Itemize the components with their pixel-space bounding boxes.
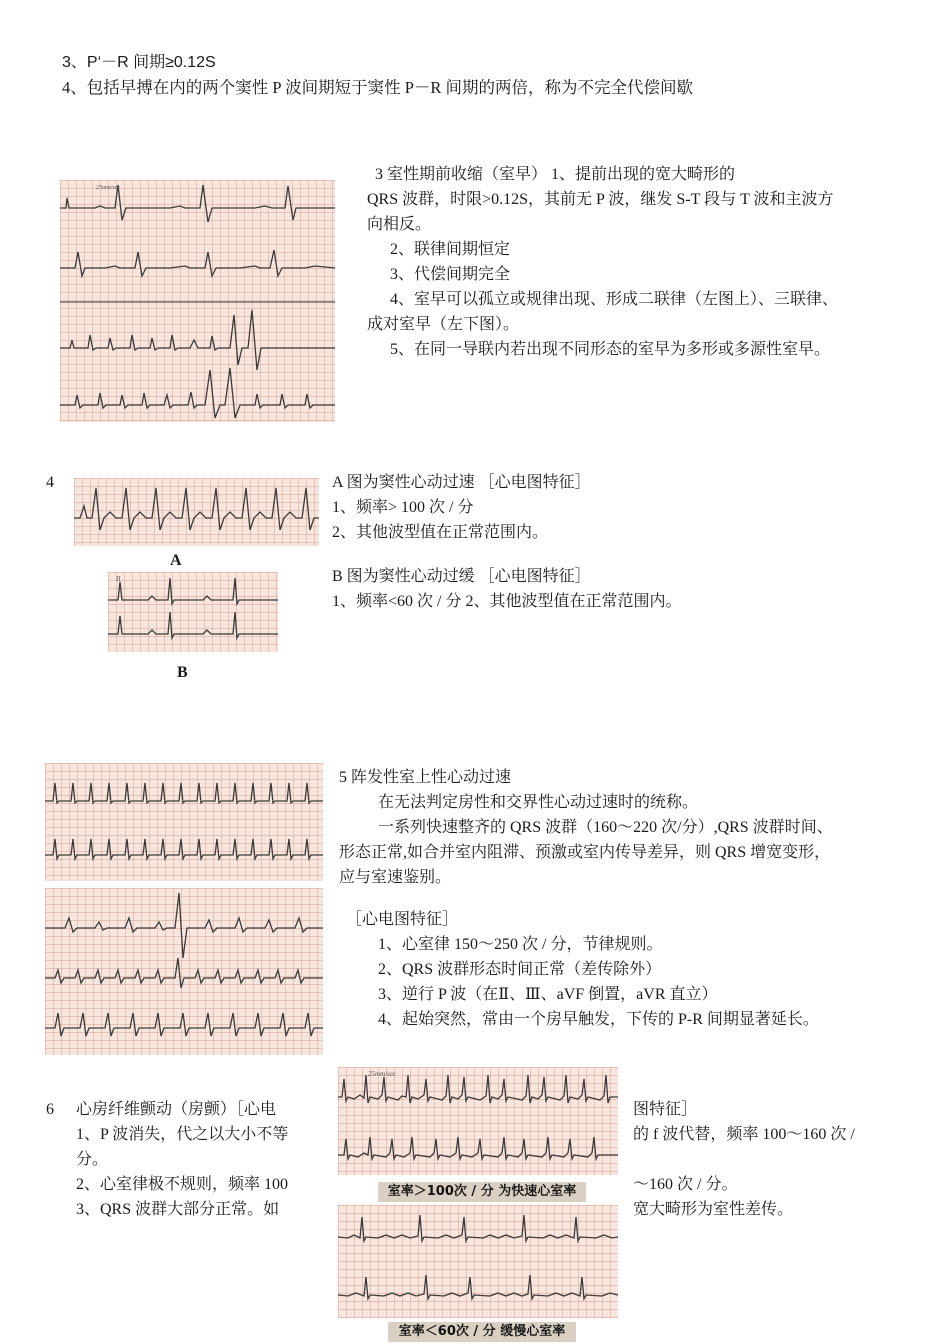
psvt-feature-4: 4、起始突然，常由一个房早触发，下传的 P-R 间期显著延长。 [378, 1011, 819, 1028]
ecg-afib-slow [338, 1205, 618, 1318]
psvt-title: 5 阵发性室上性心动过速 [339, 769, 512, 786]
ecg-psvt-2 [45, 888, 323, 1055]
afib-fast-caption: 室率＞100次 / 分 为快速心室率 [378, 1182, 586, 1202]
fig-label-a: A [170, 552, 182, 569]
afib-line-4-right: ～160 次 / 分。 [633, 1176, 738, 1193]
ecg-sinus-brady [108, 572, 278, 652]
pvc-item-3: 3、代偿间期完全 [390, 266, 511, 283]
sinus-tachy-item-1: 1、频率> 100 次 / 分 [332, 499, 474, 516]
fig-label-b: B [177, 664, 188, 681]
svg-text:25mm/sec: 25mm/sec [368, 1070, 396, 1078]
sinus-brady-title: B 图为窦性心动过缓 ［心电图特征］ [332, 568, 591, 585]
psvt-feature-heading: ［心电图特征］ [346, 911, 459, 928]
pvc-item-4b: 成对室早（左下图）。 [367, 316, 520, 333]
ecg-pvc-figure [60, 180, 335, 422]
afib-line-2-right: 的 f 波代替，频率 100～160 次 / [633, 1126, 855, 1143]
ecg-speed-label: 25mm/sec [96, 185, 120, 191]
afib-line-3-left: 分。 [76, 1151, 109, 1168]
pvc-item-4a: 4、室早可以孤立或规律出现、形成二联律（左图上）、三联律、 [390, 291, 839, 308]
psvt-feature-3: 3、逆行 P 波（在Ⅱ、Ⅲ、aVF 倒置，aVR 直立） [378, 986, 718, 1003]
sinus-brady-items: 1、频率<60 次 / 分 2、其他波型值在正常范围内。 [332, 593, 682, 610]
psvt-p1: 在无法判定房性和交界性心动过速时的统称。 [378, 794, 699, 811]
pvc-item-5: 5、在同一导联内若出现不同形态的室早为多形或多源性室早。 [390, 341, 831, 358]
pvc-line-3: 向相反。 [367, 216, 432, 233]
intro-line-3: 3、P‘－R 间期≥0.12S [62, 54, 216, 71]
sinus-tachy-title: A 图为窦性心动过速 ［心电图特征］ [332, 474, 591, 491]
ecg-afib-fast [338, 1067, 618, 1175]
psvt-feature-2: 2、QRS 波群形态时间正常（差传除外） [378, 961, 662, 978]
afib-line-1-right: 图特征］ [633, 1101, 698, 1118]
sec4-number: 4 [46, 474, 54, 491]
psvt-p2c: 应与室速鉴别。 [339, 869, 452, 886]
afib-line-4-left: 2、心室律极不规则，频率 100 [76, 1176, 289, 1193]
ecg-psvt-1 [45, 763, 323, 881]
psvt-p2a: 一系列快速整齐的 QRS 波群（160～220 次/分）,QRS 波群时间、 [378, 819, 833, 836]
pvc-line-1: 3 室性期前收缩（室早） 1、提前出现的宽大畸形的 [375, 166, 736, 183]
intro-line-4: 4、包括早搏在内的两个窦性 P 波间期短于窦性 P－R 间期的两倍，称为不完全代偿间歇 [62, 78, 693, 97]
afib-slow-caption: 室率＜60次 / 分 缓慢心室率 [388, 1322, 576, 1342]
psvt-p2b: 形态正常,如合并室内阻滞、预激或室内传导差异，则 QRS 增宽变形， [339, 844, 831, 861]
afib-line-5-right: 宽大畸形为室性差传。 [633, 1201, 794, 1218]
pvc-item-2: 2、联律间期恒定 [390, 241, 511, 258]
afib-line-5-left: 3、QRS 波群大部分正常。如 [76, 1201, 280, 1218]
psvt-feature-1: 1、心室律 150～250 次 / 分，节律规则。 [378, 936, 663, 953]
sec6-number: 6 [46, 1101, 54, 1118]
sinus-tachy-item-2: 2、其他波型值在正常范围内。 [332, 524, 549, 541]
afib-line-1-left: 心房纤维颤动（房颤）［心电 [76, 1101, 277, 1118]
afib-line-2-left: 1、P 波消失，代之以大小不等 [76, 1126, 289, 1143]
ecg-lead-label: II [116, 575, 121, 583]
ecg-sinus-tachy [74, 478, 319, 546]
pvc-line-2: QRS 波群，时限>0.12S，其前无 P 波，继发 S-T 段与 T 波和主波方 [367, 191, 834, 208]
